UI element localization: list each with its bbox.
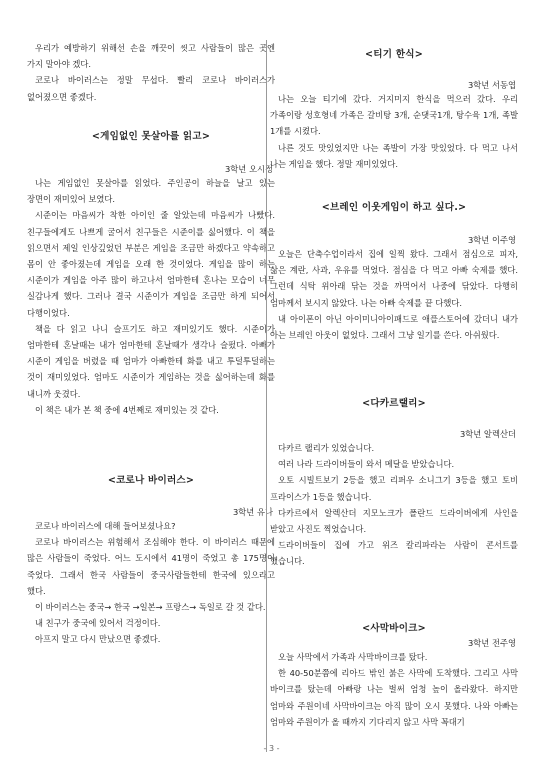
- essay-desert-body: [270, 637, 518, 730]
- paragraph: 나는 오늘 티기에 갔다. 거지미지 한식을 먹으러 갔다. 우리 가족이랑 성호형네 가족은 갈비탕 3개, 순댓국1개, 탕수육 1개, 족발 1개를 시켰다.: [270, 94, 518, 137]
- essay-corona-body: [27, 506, 275, 648]
- essay-desert: [270, 620, 518, 634]
- essay-title: <코로나 바이러스>: [107, 475, 195, 486]
- essay-title: <티기 한식>: [365, 49, 423, 60]
- essay-brain-body: [270, 234, 518, 343]
- essay-author: 3학년 알렉산더: [459, 429, 516, 439]
- essay-title: <게임없인 못살아를 읽고>: [91, 131, 211, 142]
- essay-author: 3학년 서동엽: [468, 80, 516, 90]
- page-number: - 3 -: [263, 744, 280, 753]
- paragraph: 이 바이러스는 중국→ 한국 →일본→ 프랑스→ 독일로 갈 것 같다.: [35, 602, 266, 613]
- paragraph: 내 아이폰이 아닌 아이미니아이패드로 애플스토어에 갔더니 내가 아는 브레인 아웃이 없었다. 그래서 그냥 일기를 쓴다. 아쉬웠다.: [270, 313, 518, 341]
- essay-brain: [270, 199, 518, 213]
- paragraph: 코로나 바이러스에 대해 들어보셨나요?: [35, 521, 176, 531]
- essay-corona: [27, 472, 275, 486]
- paragraph: 코로나 바이러스는 위험해서 조심해야 한다. 이 바이러스 때문에 많은 사람들이 죽었다. 어느 도시에서 41명이 죽었고 총 175명이 죽었다. 그래서 한국 사람들이 중국사람들한테 한국에 있으라고 했다.: [27, 537, 275, 596]
- essay-title: <다카르랠리>: [362, 398, 426, 409]
- essay-author: 3학년 이주영: [468, 235, 516, 245]
- paragraph: 내 친구가 중국에 있어서 걱정이다.: [35, 618, 161, 629]
- essay-game: [27, 128, 275, 142]
- paragraph: 나른 것도 맛있었지만 나는 족발이 가장 맛있었다. 다 먹고 나서 나는 게임을 했다. 정말 재미있었다.: [270, 142, 518, 169]
- essay-author: 3학년 오시정: [225, 164, 273, 174]
- paragraph: 우리가 예방하기 위해선 손을 깨끗이 씻고 사람들이 많은 곳엔 가지 말아야 겠다.: [27, 43, 275, 70]
- paragraph: 코로나 바이러스는 정말 무섭다. 빨리 코로나 바이러스가 없어졌으면 좋겠다.: [27, 75, 275, 102]
- essay-dakar-body: [270, 428, 518, 570]
- essay-title: <브레인 이웃게임이 하고 싶다.>: [321, 202, 467, 213]
- paragraph: 아프지 말고 다시 만났으면 좋겠다.: [35, 634, 161, 645]
- paragraph: 한 40-50분쯤에 리아드 밖인 붉은 사막에 도착했다. 그리고 사막 바이크를 탔는데 아빠랑 나는 벌써 엄청 높이 올라왔다. 하지만 엄마와 주원이네 사막바이크는 아직 많이 오시 못했다. 나와 아빠는 엄마와 주원이가 올 때까지 기다리지 않고 사막 꼭대기: [270, 668, 518, 727]
- column-divider: [266, 40, 267, 752]
- paragraph: 시준이는 마음씨가 착한 아이인 줄 알았는데 마음씨가 나빴다. 친구들에게도 나쁘게 굴어서 친구들은 시준이를 싫어했다. 이 책을 읽으면서 제일 인상깊었던 부분은 게임을 조금만 하겠다고 약속하고 몸이 안 좋아졌는데 게임을 오래 한 것이었다. 게임을 많이 하는 시준이가 게임을 아주 많이 하고나서 엄마한테 혼나는 모습이 너무 실감나게 했다. 그러나 결국 시준이가 게임을 조금만 하게 되어서 다행이었다.: [27, 210, 275, 318]
- paragraph: 오토 시빌트보기 2등을 했고 리퍼우 소니그기 3등을 했고 토비 프라이스가 1등을 했습니다.: [270, 475, 518, 502]
- essay-title: <사막바이크>: [362, 623, 426, 634]
- paragraph: 여러 나라 드라이버들이 와서 메달을 받았습니다.: [278, 459, 455, 470]
- paragraph: 책을 다 읽고 나니 슬프기도 하고 재미있기도 했다. 시준이가 엄마한테 혼날때는 내가 엄마한테 혼날때가 생각나 슬펐다. 아빠가 시준이 게임을 버렸을 때 엄마가 아빠한테 화를 내고 투덜투덜하는 것이 재미있었다. 엄마도 시준이가 게임하는 것을 싫어하는데 화를 내니까 웃겼다.: [27, 323, 275, 399]
- essay-tigi: [270, 46, 518, 60]
- paragraph: 다카르에서 알렉산더 지모노크가 폴란드 드라이버에게 사인을 받았고 사진도 찍었습니다.: [270, 507, 518, 535]
- paragraph: 이 책은 내가 본 책 중에 4번째로 재미있는 것 같다.: [35, 404, 219, 415]
- essay-game-body: [27, 163, 275, 418]
- paragraph: 나는 게임없인 못살아를 읽었다. 주인공이 하늘을 날고 있는 장면이 재미있어 보였다.: [27, 178, 275, 205]
- paragraph: 오늘은 단축수업이라서 집에 일찍 왔다. 그래서 점심으로 피자, 삶은 계란, 사과, 우유를 먹었다. 점심을 다 먹고 아빠 숙제를 했다. 그런데 식탁 위아래 닦는 것을 까먹어서 나중에 닦았다. 다행히 엄마께서 보시지 않았다. 나는 아빠 숙제를 끝 다했다.: [270, 249, 518, 308]
- essay-author: 3학년 유나: [233, 507, 273, 517]
- intro-text: [27, 40, 275, 105]
- essay-dakar: [270, 395, 518, 409]
- essay-tigi-body: [270, 79, 518, 172]
- paragraph: 다카르 랠리가 있었습니다.: [278, 443, 375, 453]
- paragraph: 드라이버들이 집에 가고 위즈 칼리파라는 사람이 콘서트를 했습니다.: [270, 540, 518, 567]
- paragraph: 오늘 사막에서 가족과 사막바이크를 탔다.: [278, 652, 428, 662]
- essay-author: 3학년 전주영: [468, 638, 516, 648]
